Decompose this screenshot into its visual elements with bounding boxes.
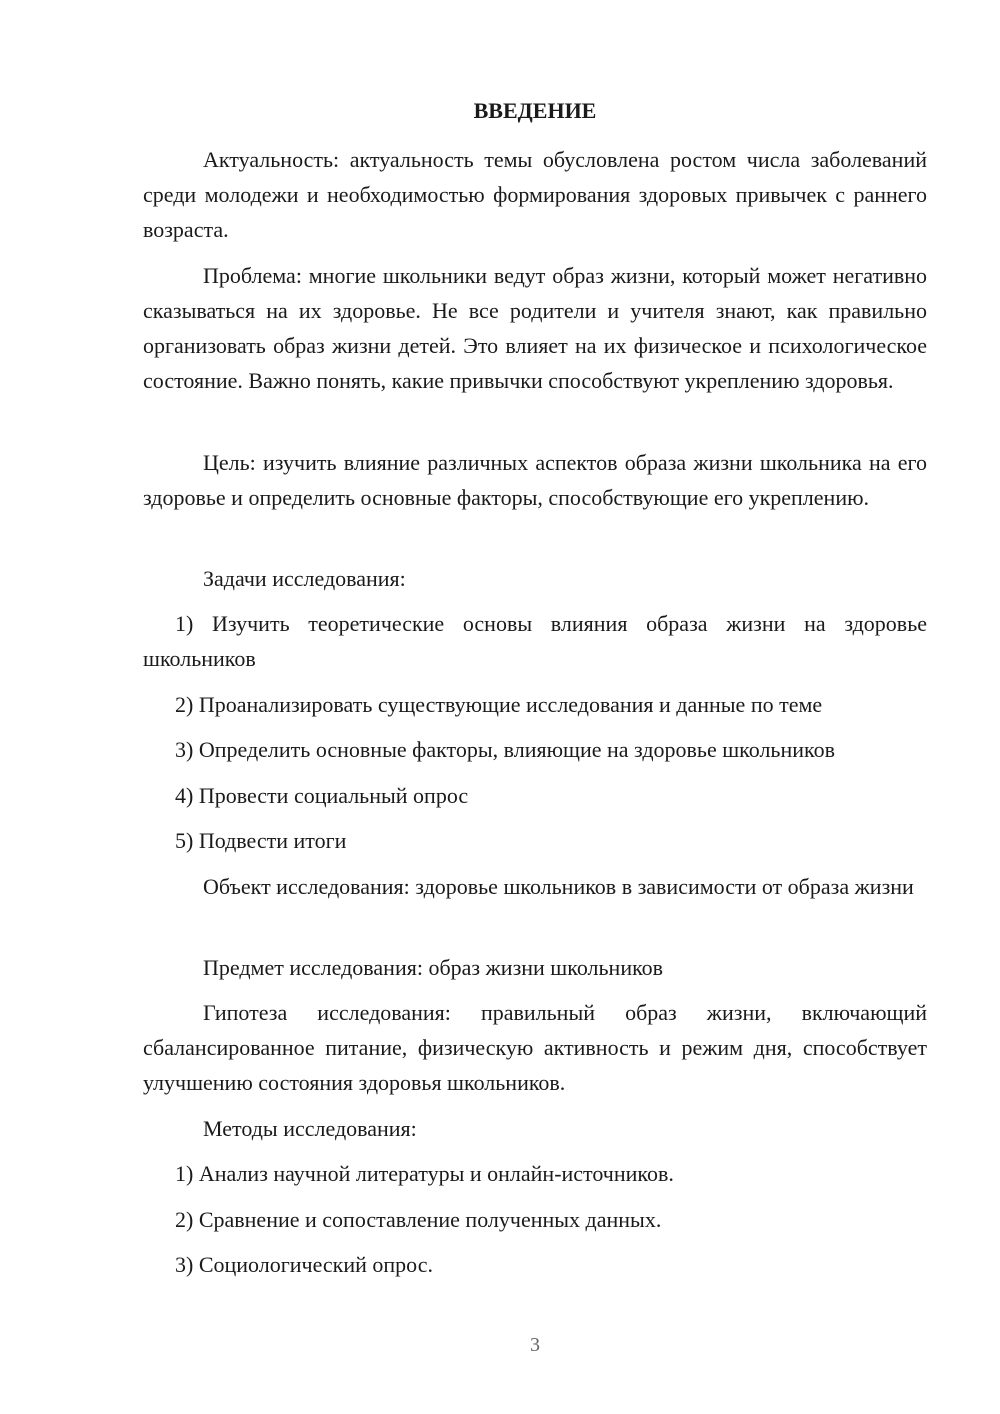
paragraph-subject: Предмет исследования: образ жизни школьников — [203, 955, 664, 980]
method-item-1: 1) Анализ научной литературы и онлайн-источников. — [175, 1161, 674, 1186]
tasks-heading: Задачи исследования: — [203, 566, 406, 591]
task-item-2: 2) Проанализировать существующие исследования и данные по теме — [175, 692, 823, 717]
task-item-4: 4) Провести социальный опрос — [175, 783, 469, 808]
task-item-1: 1) Изучить теоретические основы влияния образа жизни на здоровье школьников — [143, 611, 927, 671]
paragraph-hypothesis: Гипотеза исследования: правильный образ жизни, включающий сбалансированное питание, физическую активность и режим дня, способствует улучшению состояния здоровья школьников. — [143, 1000, 927, 1095]
methods-heading: Методы исследования: — [203, 1116, 417, 1141]
paragraph-object: Объект исследования: здоровье школьников в зависимости от образа жизни — [203, 874, 914, 899]
paragraph-goal: Цель: изучить влияние различных аспектов образа жизни школьника на его здоровье и определить основные факторы, способствующие его укреплению. — [143, 450, 927, 510]
method-item-2: 2) Сравнение и сопоставление полученных данных. — [175, 1207, 662, 1232]
method-item-3: 3) Социологический опрос. — [175, 1252, 433, 1277]
task-item-5: 5) Подвести итоги — [175, 828, 347, 853]
task-item-3: 3) Определить основные факторы, влияющие на здоровье школьников — [175, 737, 835, 762]
paragraph-problem: Проблема: многие школьники ведут образ жизни, который может негативно сказываться на их здоровье. Не все родители и учителя знают, как правильно организовать образ жизни детей. Это влияет на их физическое и психологическое состояние. Важно понять, какие привычки способствуют укреплению здоровья. — [143, 263, 927, 393]
page-title: ВВЕДЕНИЕ — [473, 98, 597, 123]
paragraph-relevance: Актуальность: актуальность темы обусловлена ростом числа заболеваний среди молодежи и необходимостью формирования здоровых привычек с раннего возраста. — [143, 147, 927, 242]
page-number: 3 — [530, 1334, 540, 1356]
